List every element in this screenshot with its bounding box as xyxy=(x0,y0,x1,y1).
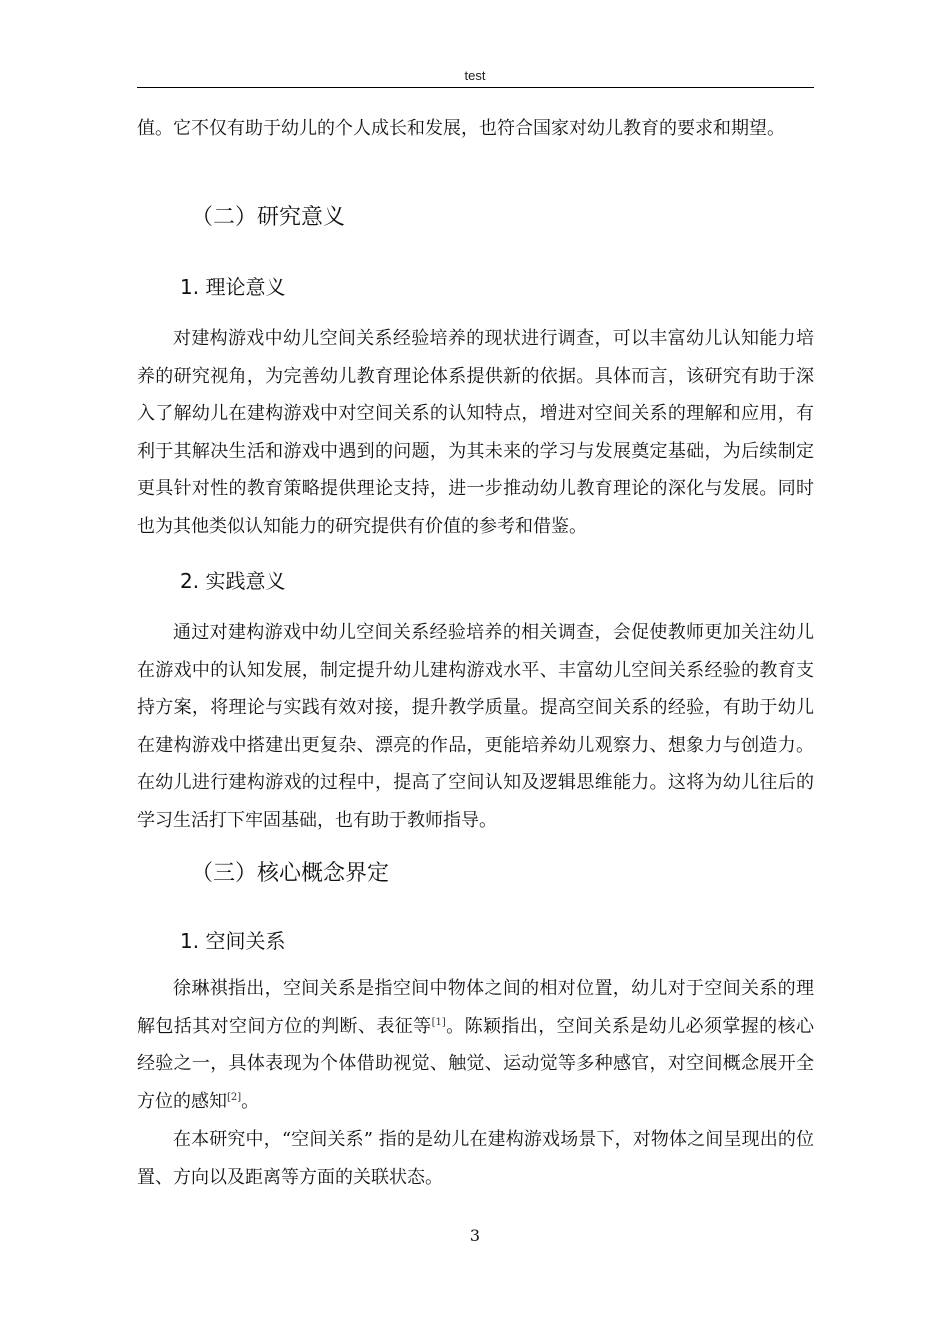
page-number: 3 xyxy=(469,1226,481,1245)
citation-2[interactable]: [2] xyxy=(227,1091,242,1103)
section-heading-core-concepts: （三）核心概念界定 xyxy=(191,861,390,886)
spatial-relationship-paragraph xyxy=(137,970,814,1120)
theory-paragraph: 对建构游戏中幼儿空间关系经验培养的现状进行调查，可以丰富幼儿认知能力培养的研究视角，为完善幼儿教育理论体系提供新的依据。具体而言，该研究有助于深入了解幼儿在建构游戏中对空间关系的认知特点，增进对空间关系的理解和应用，有利于其解决生活和游戏中遇到的问题，为其未来的学习与发展奠定基础，为后续制定更具针对性的教育策略提供理论支持，进一步推动幼儿教育理论的深化与发展。同时也为其他类似认知能力的研究提供有价值的参考和借鉴。 xyxy=(137,328,814,537)
running-header: test xyxy=(464,68,486,83)
intro-paragraph: 值。它不仅有助于幼儿的个人成长和发展，也符合国家对幼儿教育的要求和期望。 xyxy=(137,118,785,139)
header-divider xyxy=(137,87,814,88)
citation-1[interactable]: [1] xyxy=(431,1016,446,1028)
spatial-text-part-1: 徐琳祺指出，空间关系是指空间中物体之间的相对位置，幼儿对于空间关系的理解包括其对空间方位的判断、表征等 xyxy=(137,978,814,1037)
subsection-heading-practice: 2. 实践意义 xyxy=(180,569,286,593)
subsection-heading-spatial: 1. 空间关系 xyxy=(180,929,286,953)
spatial-text-part-2: 。陈颖指出，空间关系是幼儿必须掌握的核心经验之一，具体表现为个体借助视觉、触觉、运动觉等多种感官，对空间概念展开全方位的感知 xyxy=(137,1015,815,1112)
subsection-heading-theory: 1. 理论意义 xyxy=(180,275,286,299)
section-heading-research-significance: （二）研究意义 xyxy=(191,205,346,230)
definition-paragraph: 在本研究中，“空间关系” 指的是幼儿在建构游戏场景下，对物体之间呈现出的位置、方向以及距离等方面的关联状态。 xyxy=(137,1129,814,1188)
practice-paragraph: 通过对建构游戏中幼儿空间关系经验培养的相关调查，会促使教师更加关注幼儿在游戏中的认知发展，制定提升幼儿建构游戏水平、丰富幼儿空间关系经验的教育支持方案，将理论与实践有效对接，提升教学质量。提高空间关系的经验，有助于幼儿在建构游戏中搭建出更复杂、漂亮的作品，更能培养幼儿观察力、想象力与创造力。在幼儿进行建构游戏的过程中，提高了空间认知及逻辑思维能力。这将为幼儿往后的学习生活打下牢固基础，也有助于教师指导。 xyxy=(137,622,814,831)
spatial-text-part-3: 。 xyxy=(241,1090,260,1112)
